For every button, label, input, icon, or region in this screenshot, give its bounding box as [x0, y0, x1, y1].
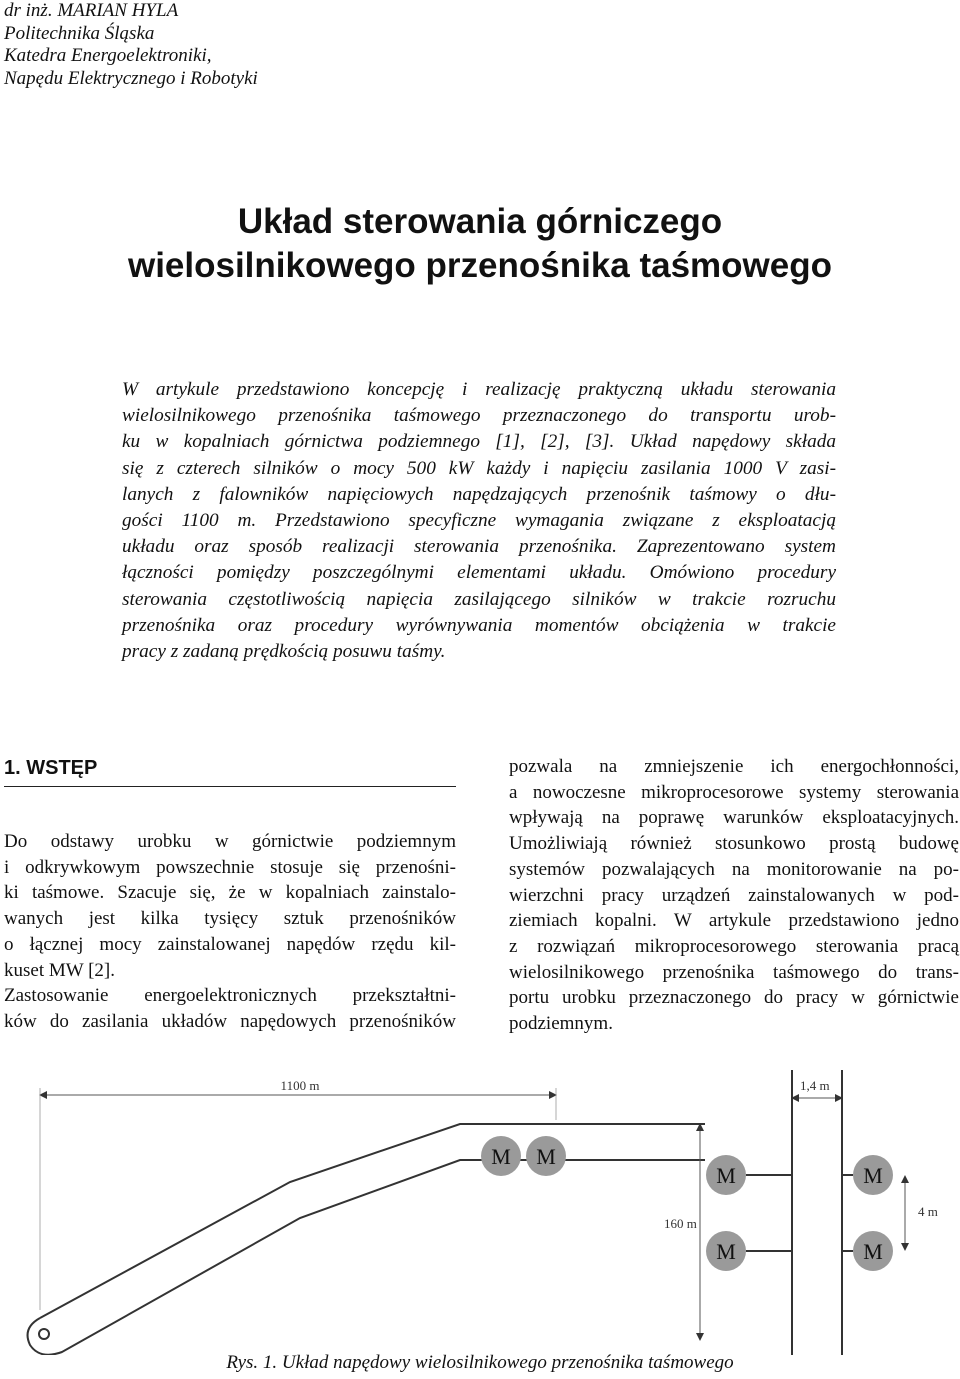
conveyor-vertical-outline [792, 1070, 842, 1355]
dimension-width [792, 1078, 842, 1098]
paper-title [0, 200, 960, 288]
abstract-line: się z czterech silników o mocy 500 kW każdy i napięciu zasilania 1000 V zasi- [122, 457, 836, 479]
body-line: portu urobku przeznaczonego do pracy w górnictwie [509, 987, 959, 1009]
figure-caption: Rys. 1. Układ napędowy wielosilnikowego przenośnika taśmowego [226, 1352, 734, 1373]
author-name: dr inż. MARIAN HYLA [4, 0, 179, 21]
body-line: z rozwiązań mikroprocesorowego sterowania pracą [509, 935, 959, 957]
abstract-line: ku w kopalniach górnictwa podziemnego [1], [2], [3]. Układ napędowy składa [122, 431, 836, 453]
width-label: 1,4 m [800, 1078, 830, 1093]
motor [526, 1136, 566, 1176]
motor-label: M [491, 1144, 511, 1169]
body-line: ki taśmowe. Szacuje się, że w kopalniach zainstalo- [4, 882, 456, 904]
affiliation-line: Napędu Elektrycznego i Robotyki [4, 67, 258, 89]
conveyor-belt-outline [28, 1124, 705, 1355]
height-label: 160 m [664, 1216, 697, 1231]
motor [853, 1231, 893, 1271]
affiliation-line: Politechnika Śląska [4, 22, 155, 44]
right-column [509, 754, 959, 1037]
author-block [4, 0, 258, 90]
body-line: Do odstawy urobku w górnictwie podziemnym [4, 831, 456, 852]
affiliation-line: Katedra Energoelektroniki, [4, 45, 212, 66]
body-line: pozwala na zmniejszenie ich energochłonności, [509, 756, 959, 777]
abstract-line: pracy z zadaną prędkością posuwu taśmy. [122, 641, 446, 663]
left-column [4, 829, 456, 1035]
body-line: o łącznej mocy zainstalowanej napędów rzędu kil- [4, 933, 456, 955]
abstract-line: W artykule przedstawiono koncepcję i realizację praktyczną układu sterowania [122, 379, 836, 400]
body-line: a nowoczesne mikroprocesorowe systemy sterowania [509, 781, 959, 803]
body-line: podziemnym. [509, 1013, 613, 1035]
body-line: wanych jest kilka tysięcy sztuk przenośników [4, 908, 456, 930]
body-line: systemów pozwalających na monitorowanie na po- [509, 858, 959, 880]
title-line: wielosilnikowego przenośnika taśmowego [127, 246, 833, 285]
motor-label: M [716, 1239, 736, 1264]
body-line: ziemiach kopalni. W artykule przedstawiono jedno [509, 910, 959, 932]
abstract-line: sterowania częstotliwością napięcia zasilającego silników w trakcie rozruchu [122, 588, 836, 610]
abstract-line: wielosilnikowego przenośnika taśmowego przeznaczonego do transportu urob- [122, 405, 836, 427]
section-heading: 1. WSTĘP [4, 757, 98, 779]
length-label: 1100 m [280, 1078, 320, 1093]
body-line: wierzchni pracy urządzeń zainstalowanych w pod- [509, 884, 959, 906]
abstract-line: łączności pomiędzy poszczególnymi elementami układu. Omówiono procedury [122, 562, 836, 584]
title-line: Układ sterowania górniczego [237, 202, 723, 241]
motor-label: M [536, 1144, 556, 1169]
body-line: i odkrywkowym powszechnie stosuje się przenośni- [4, 856, 456, 878]
motor-label: M [863, 1239, 883, 1264]
abstract-line: układu oraz sposób realizacji sterowania przenośnika. Zaprezentowano system [122, 536, 836, 558]
motor [706, 1155, 746, 1195]
motor [706, 1231, 746, 1271]
motor-label: M [863, 1163, 883, 1188]
abstract-line: lanych z falowników napięciowych napędzających przenośnik taśmowy o dłu- [122, 483, 836, 505]
body-line: wpływają na poprawę warunków eksploatacyjnych. [509, 807, 959, 829]
motor [853, 1155, 893, 1195]
motor-shafts [746, 1175, 853, 1251]
body-line: kuset MW [2]. [4, 959, 115, 981]
motor [481, 1136, 521, 1176]
abstract-line: przenośnika oraz procedury wyrównywania momentów obciążenia w trakcie [122, 614, 836, 636]
section-rule [4, 786, 456, 787]
conveyor-drive-figure [0, 1070, 960, 1355]
dimension-height [664, 1124, 700, 1340]
motor-label: M [716, 1163, 736, 1188]
body-line: Umożliwiają również stosunkowo prostą budowę [509, 833, 959, 855]
body-line: Zastosowanie energoelektronicznych przekształtni- [4, 985, 456, 1007]
dimension-spacing [905, 1176, 938, 1250]
abstract [122, 377, 836, 665]
body-line: wielosilnikowego przenośnika taśmowego do trans- [509, 961, 959, 983]
body-line: ków do zasilania układów napędowych przenośników [4, 1010, 456, 1032]
abstract-line: gości 1100 m. Przedstawiono specyficzne wymagania związane z eksploatacją [122, 510, 836, 532]
spacing-label: 4 m [918, 1204, 938, 1219]
